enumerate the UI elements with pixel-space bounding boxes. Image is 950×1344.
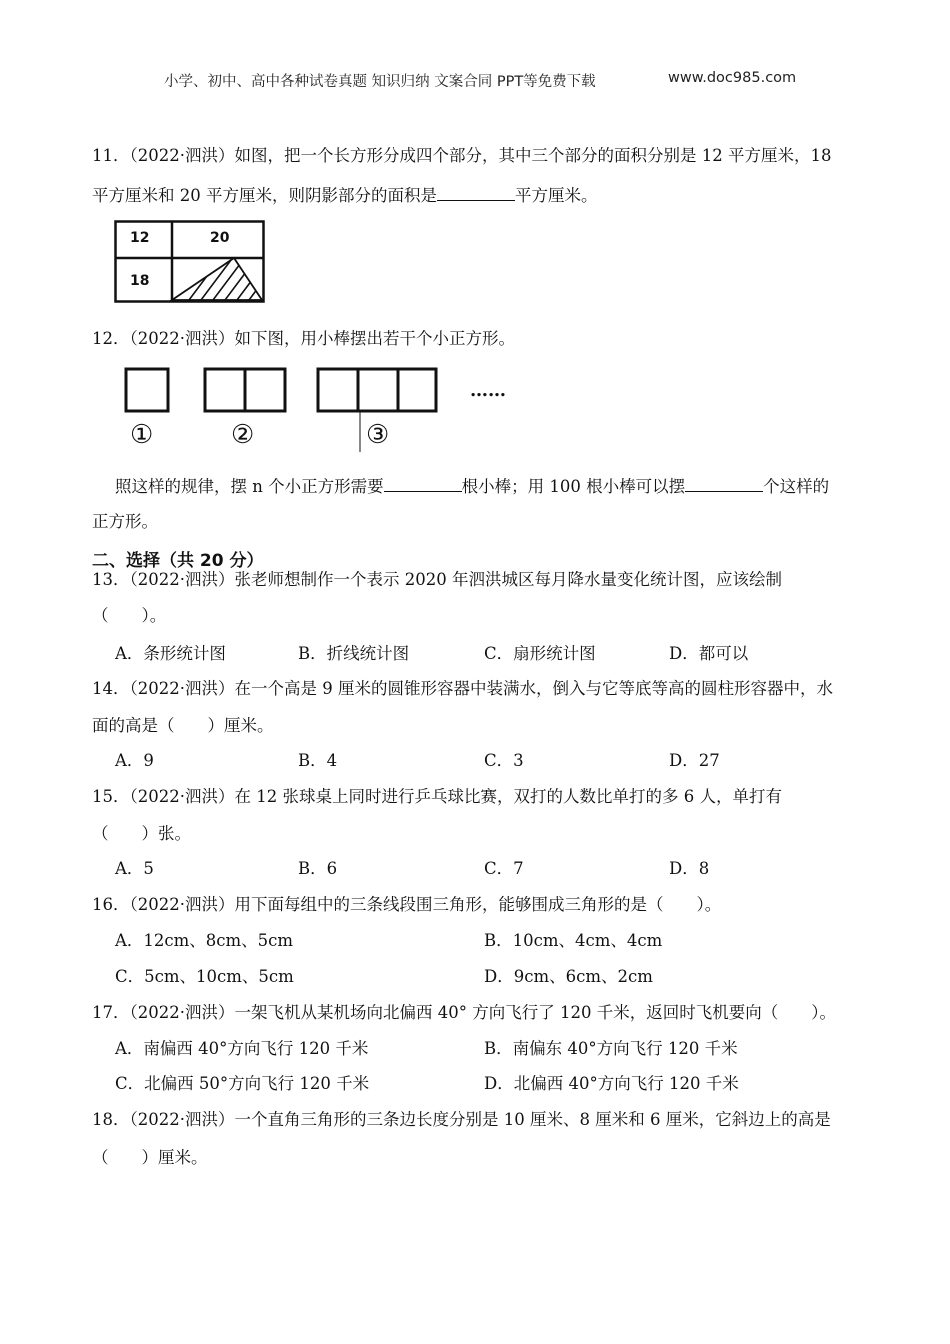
label-3: ③ [366, 420, 390, 450]
question-number: 16． [92, 895, 130, 914]
question-15-line1 [92, 787, 782, 807]
question-text: 如下图，用小棒摆出若干个小正方形。 [234, 329, 515, 348]
question-text: 个这样的 [763, 477, 830, 496]
square-1 [126, 369, 168, 411]
question-source: （2022·泗洪） [129, 570, 235, 589]
question-number: 11． [92, 146, 130, 165]
option-d[interactable]: D．北偏西 40°方向飞行 120 千米 [484, 1074, 739, 1093]
question-text: 在 12 张球桌上同时进行乒乓球比赛，双打的人数比单打的多 6 人，单打有 [234, 787, 782, 806]
question-12-line3: 正方形。 [92, 512, 158, 531]
question-11-line1 [92, 146, 831, 166]
question-source: （2022·泗洪） [129, 329, 235, 348]
question-number: 15． [92, 787, 130, 806]
squares-3 [318, 369, 436, 411]
question-13-line1 [92, 570, 782, 590]
section-title: 二、选择（共 20 分） [92, 551, 264, 571]
question-12-line1 [92, 329, 515, 349]
option-c[interactable]: C．3 [484, 751, 524, 770]
question-number: 14． [92, 679, 130, 698]
question-text: 平方厘米和 20 平方厘米，则阴影部分的面积是 [92, 186, 437, 205]
area-label-bottom-left: 18 [130, 273, 150, 289]
question-12-text [115, 475, 829, 497]
option-b[interactable]: B．南偏东 40°方向飞行 120 千米 [484, 1039, 738, 1058]
answer-blank[interactable] [685, 475, 763, 492]
option-c[interactable]: C．7 [484, 859, 524, 878]
option-b[interactable]: B．6 [298, 859, 338, 878]
question-number: 17． [92, 1003, 130, 1022]
question-text: 在一个高是 9 厘米的圆锥形容器中装满水，倒入与它等底等高的圆柱形容器中，水 [234, 679, 833, 698]
option-a[interactable]: A．条形统计图 [115, 644, 226, 663]
option-a[interactable]: A．9 [115, 751, 154, 770]
label-2: ② [231, 420, 255, 450]
question-text: 一架飞机从某机场向北偏西 40° 方向飞行了 120 千米，返回时飞机要向（ ）。 [234, 1003, 836, 1022]
option-c[interactable]: C．北偏西 50°方向飞行 120 千米 [115, 1074, 370, 1093]
option-d[interactable]: D．都可以 [669, 644, 749, 663]
question-number: 12． [92, 329, 130, 348]
question-18-line1 [92, 1110, 831, 1130]
header-left: 小学、初中、高中各种试卷真题 知识归纳 文案合同 PPT等免费下载 [164, 74, 596, 90]
question-17-line1 [92, 1003, 836, 1023]
question-15-line2: （ ）张。 [92, 824, 191, 843]
question-12-figure [120, 362, 520, 454]
question-number: 18． [92, 1110, 130, 1129]
label-1: ① [130, 420, 154, 450]
question-source: （2022·泗洪） [129, 895, 235, 914]
header-right: www.doc985.com [668, 70, 797, 86]
option-a[interactable]: A．12cm、8cm、5cm [115, 931, 294, 950]
question-text: 一个直角三角形的三条边长度分别是 10 厘米、8 厘米和 6 厘米，它斜边上的高是 [234, 1110, 831, 1129]
question-source: （2022·泗洪） [129, 679, 235, 698]
answer-blank[interactable] [384, 475, 462, 492]
question-source: （2022·泗洪） [129, 1110, 235, 1129]
option-a[interactable]: A．5 [115, 859, 154, 878]
option-c[interactable]: C．扇形统计图 [484, 644, 596, 663]
question-number: 13． [92, 570, 130, 589]
hatch-lines [174, 240, 294, 320]
stick-squares-diagram [120, 362, 520, 454]
question-text: 平方厘米。 [515, 186, 598, 205]
question-source: （2022·泗洪） [129, 146, 235, 165]
question-16-line1 [92, 895, 721, 915]
question-text: 根小棒；用 100 根小棒可以摆 [461, 477, 686, 496]
option-d[interactable]: D．27 [669, 751, 720, 770]
answer-blank[interactable] [437, 184, 515, 201]
question-13-line2: （ ）。 [92, 606, 167, 625]
question-11-line2 [92, 184, 598, 206]
question-11-figure [114, 220, 266, 304]
question-source: （2022·泗洪） [129, 787, 235, 806]
question-text: 如图，把一个长方形分成四个部分，其中三个部分的面积分别是 12 平方厘米，18 [234, 146, 832, 165]
question-14-line1 [92, 679, 833, 699]
option-a[interactable]: A．南偏西 40°方向飞行 120 千米 [115, 1039, 369, 1058]
question-text: 照这样的规律，摆 n 个小正方形需要 [115, 477, 384, 496]
question-text: 张老师想制作一个表示 2020 年泗洪城区每月降水量变化统计图，应该绘制 [234, 570, 782, 589]
question-text: 用下面每组中的三条线段围三角形，能够围成三角形的是（ ）。 [234, 895, 722, 914]
option-d[interactable]: D．8 [669, 859, 710, 878]
area-label-top-left: 12 [130, 230, 150, 246]
question-source: （2022·泗洪） [129, 1003, 235, 1022]
question-14-line2: 面的高是（ ）厘米。 [92, 716, 274, 735]
option-b[interactable]: B．4 [298, 751, 338, 770]
option-c[interactable]: C．5cm、10cm、5cm [115, 967, 294, 986]
option-b[interactable]: B．10cm、4cm、4cm [484, 931, 663, 950]
option-d[interactable]: D．9cm、6cm、2cm [484, 967, 653, 986]
area-label-top-right: 20 [210, 230, 230, 246]
ellipsis: …… [470, 380, 506, 401]
question-18-line2: （ ）厘米。 [92, 1148, 208, 1167]
option-b[interactable]: B．折线统计图 [298, 644, 410, 663]
